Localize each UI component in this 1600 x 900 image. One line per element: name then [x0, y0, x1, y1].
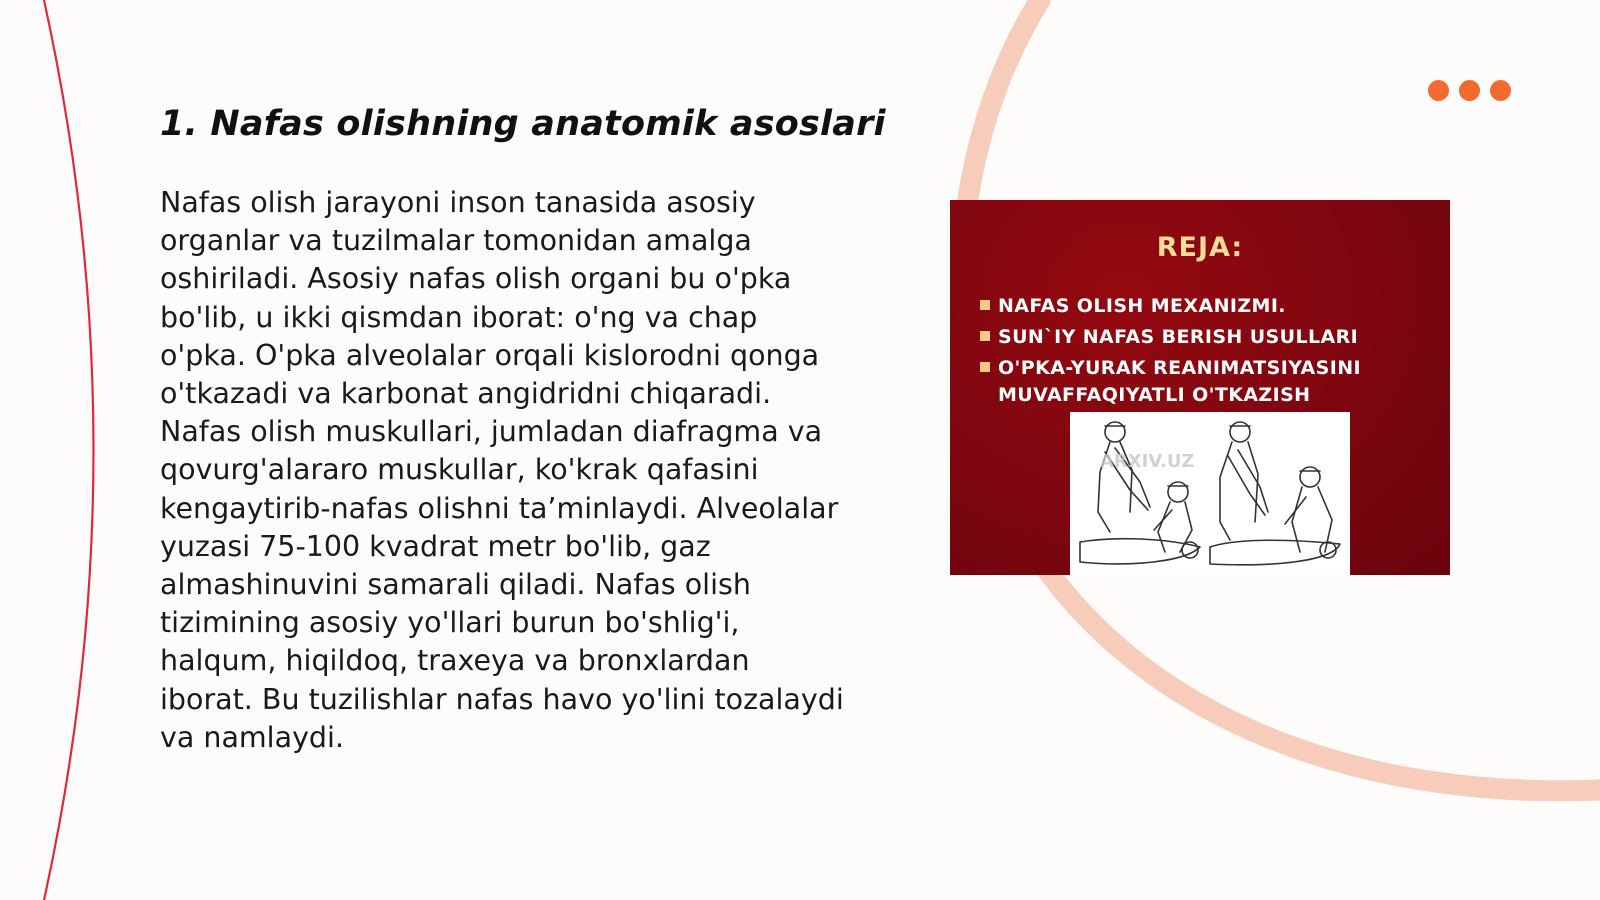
plan-heading: REJA:: [1156, 232, 1244, 263]
square-bullet-icon: [980, 300, 990, 310]
left-edge-curve: [44, 0, 94, 900]
dot-icon: [1459, 80, 1480, 101]
dot-icon: [1490, 80, 1511, 101]
plan-item: [980, 293, 1440, 320]
plan-list: [980, 293, 1440, 413]
plan-item-label: O'PKA-YURAK REANIMATSIYASINI MUVAFFAQIYATLI O'TKAZISH: [998, 357, 1361, 406]
plan-item-label: NAFAS OLISH MEXANIZMI.: [998, 295, 1286, 317]
square-bullet-icon: [980, 331, 990, 341]
watermark-text: ARXIV.UZ: [1100, 451, 1195, 472]
cpr-drawing: [1070, 412, 1350, 575]
plan-item: [980, 355, 1440, 409]
slide-title: 1. Nafas olishning anatomik asoslari: [160, 104, 886, 144]
plan-item-label: SUN`IY NAFAS BERISH USULLARI: [998, 326, 1359, 348]
plan-item: [980, 324, 1440, 351]
slide-body-text: Nafas olish jarayoni inson tanasida asosiy organlar va tuzilmalar tomonidan amalga oshiriladi. Asosiy nafas olish organi bu o'pka bo'lib, u ikki qismdan iborat: o'ng va chap o'pka. O'pka alveolalar orqali kislorodni qonga o'tkazadi va karbonat angidridni chiqaradi. Nafas olish muskullari, jumladan diafragma va qovurg'alararo muskullar, ko'krak qafasini kengaytirib-nafas olishni ta’minlaydi. Alveolalar yuzasi 75-100 kvadrat metr bo'lib, gaz almashinuvini samarali qiladi. Nafas olish tizimining asosiy yo'llari burun bo'shlig'i, halqum, hiqildoq, traxeya va bronxlardan iborat. Bu tuzilishlar nafas havo yo'lini tozalaydi va namlaydi.: [160, 186, 844, 754]
plan-card-image: [950, 200, 1450, 575]
cpr-illustration-icon: [1070, 412, 1350, 575]
dot-icon: [1428, 80, 1449, 101]
decorative-dots: [1428, 80, 1511, 101]
square-bullet-icon: [980, 362, 990, 372]
